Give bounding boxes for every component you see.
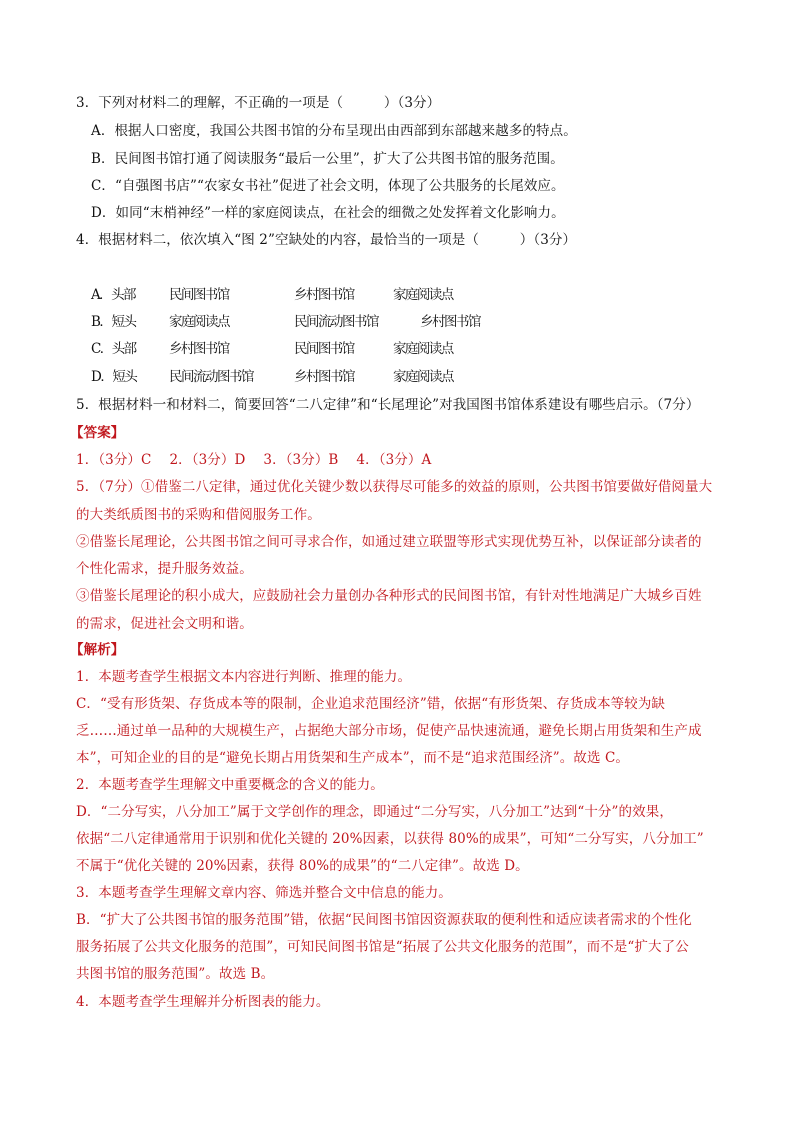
answer-5-point2 xyxy=(76,533,702,551)
analysis-line: 1．本题考查学生根据文本内容进行判断、推理的能力。 xyxy=(76,669,412,685)
q4-option-col2: 民间图书馆 xyxy=(294,341,354,357)
q4-option-col3: 家庭阅读点 xyxy=(393,369,454,385)
q4-option-col1: 民间流动图书馆 xyxy=(169,369,254,385)
analysis-line: C．“受有形货架、存货成本等的限制，企业追求范围经济”错，依据“有形货架、存货成本等较为缺 xyxy=(76,696,666,712)
q4-option-col2: 民间流动图书馆 xyxy=(294,314,379,330)
q3-option-c: C．“自强图书店”“农家女书社”促进了社会文明，体现了公共服务的长尾效应。 xyxy=(91,178,565,194)
analysis-line: 不属于“优化关键的 20%因素，获得 80%的成果”的“二八定律”。故选 D。 xyxy=(76,858,529,874)
analysis-line: 乏……通过单一品种的大规模生产，占据绝大部分市场，促使产品快速流通，避免长期占用货架和生产成 xyxy=(76,723,702,739)
q4-option-col2: 乡村图书馆 xyxy=(294,287,354,303)
analysis-heading: 【解析】 xyxy=(70,642,125,658)
answer-5-prefix: 5．（7分） xyxy=(76,479,142,495)
answer-5-point3-label: ③借鉴长尾理论的积小成大 xyxy=(76,588,240,604)
q3-option-b: B．民间图书馆打通了阅读服务“最后一公里”，扩大了公共图书馆的服务范围。 xyxy=(91,151,564,167)
analysis-line: 依据“二八定律通常用于识别和优化关键的 20%因素，以获得 80%的成果”，可知“二分写实，八分加工” xyxy=(76,831,704,847)
analysis-line: 3．本题考查学生理解文章内容、筛选并整合文中信息的能力。 xyxy=(76,885,452,901)
q4-option-col3: 家庭阅读点 xyxy=(393,287,453,303)
answer-choices: 1．（3分）C 2．（3分）D 3．（3分）B 4．（3分）A xyxy=(76,452,432,468)
q3-option-d: D．如同“末梢神经”一样的家庭阅读点，在社会的细微之处发挥着文化影响力。 xyxy=(91,205,565,221)
analysis-line: 4．本题考查学生理解并分析图表的能力。 xyxy=(76,994,330,1010)
answer-5-line1 xyxy=(76,478,712,496)
answer-5-point1-label: ①借鉴二八定律 xyxy=(141,479,237,495)
answer-5-point3-text: ，应鼓励社会力量创办各种形式的民间图书馆，有针对性地满足广大城乡百姓 xyxy=(239,588,702,604)
answer-heading: 【答案】 xyxy=(70,425,125,441)
q4-option-letter: B．短头 xyxy=(91,314,136,330)
answer-5-point3-line2: 的需求，促进社会文明和谐。 xyxy=(76,616,253,632)
q3-option-a: A．根据人口密度，我国公共图书馆的分布呈现出由西部到东部越来越多的特点。 xyxy=(91,123,577,139)
answer-5-point2-text: ，公共图书馆之间可寻求合作，如通过建立联盟等形式实现优势互补，以保证部分读者的 xyxy=(171,534,702,550)
q4-option-col3: 乡村图书馆 xyxy=(420,314,481,330)
q3-stem: 3．下列对材料二的理解，不正确的一项是（ ）（3分） xyxy=(76,95,441,111)
answer-5-point2-label: ②借鉴长尾理论 xyxy=(76,534,172,550)
q4-option-letter: D．短头 xyxy=(91,369,137,385)
analysis-line: B．“扩大了公共图书馆的服务范围”错，依据“民间图书馆因资源获取的便利性和适应读者需求的个性化 xyxy=(76,912,692,928)
answer-5-point1-text: ，通过优化关键少数以获得尽可能多的效益的原则，公共图书馆要做好借阅量大 xyxy=(236,479,713,495)
q4-option-letter: A．头部 xyxy=(91,287,135,303)
analysis-line: 本”，可知企业的目的是“避免长期占用货架和生产成本”，而不是“追求范围经济”。故选 C。 xyxy=(76,750,630,766)
analysis-line: 服务拓展了公共文化服务的范围”，可知民间图书馆是“拓展了公共文化服务的范围”，而不是“扩大了公 xyxy=(76,939,689,955)
q4-option-letter: C．头部 xyxy=(91,341,136,357)
q4-option-col2: 乡村图书馆 xyxy=(294,369,355,385)
answer-5-point3 xyxy=(76,587,702,605)
q4-option-col3: 家庭阅读点 xyxy=(393,341,453,357)
analysis-line: 2．本题考查学生理解文中重要概念的含义的能力。 xyxy=(76,777,384,793)
q4-option-col1: 民间图书馆 xyxy=(169,287,229,303)
analysis-line: D．“二分写实，八分加工”属于文学创作的理念，即通过“二分写实，八分加工”达到“十分”的效果， xyxy=(76,804,673,820)
analysis-line: 共图书馆的服务范围”。故选 B。 xyxy=(76,966,275,982)
q4-option-col1: 家庭阅读点 xyxy=(169,314,230,330)
q4-option-col1: 乡村图书馆 xyxy=(169,341,229,357)
answer-5-point2-line2: 个性化需求，提升服务效益。 xyxy=(76,561,253,577)
answer-5-line2: 的大类纸质图书的采购和借阅服务工作。 xyxy=(76,507,321,523)
q4-stem: 4．根据材料二，依次填入“图 2”空缺处的内容，最恰当的一项是（ ）（3分） xyxy=(76,232,577,248)
q5-stem: 5．根据材料一和材料二，简要回答“二八定律”和“长尾理论”对我国图书馆体系建设有哪些启示。（7分） xyxy=(76,397,700,413)
